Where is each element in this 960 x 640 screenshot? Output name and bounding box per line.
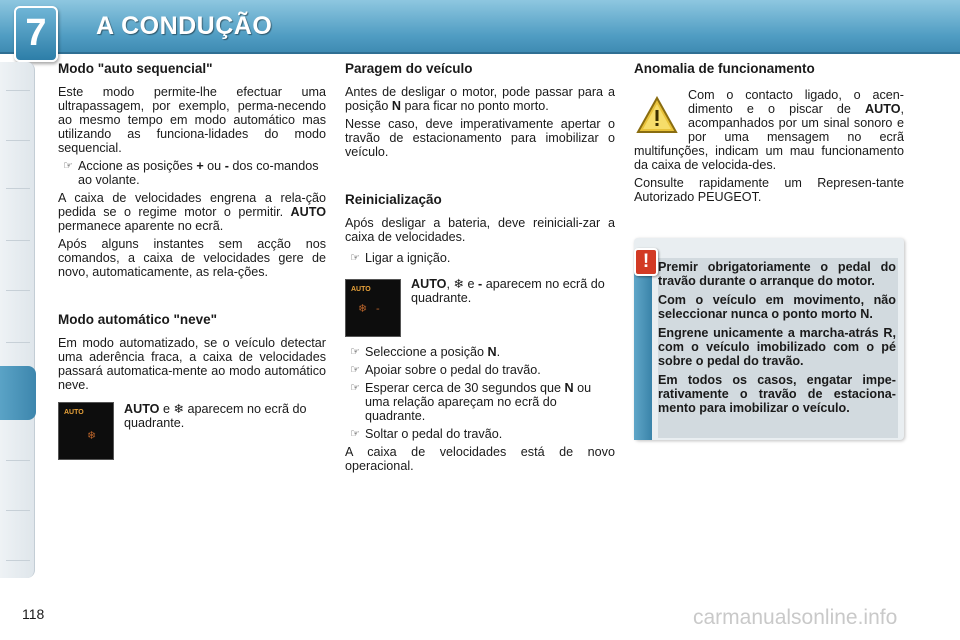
warning-notice-box xyxy=(634,238,904,440)
paragraph xyxy=(58,191,326,233)
neutral-label: N xyxy=(564,381,574,395)
display-icon-caption xyxy=(124,402,326,430)
section-heading-auto-sequential: Modo "auto sequencial" xyxy=(58,61,213,76)
side-tab-divider xyxy=(6,188,30,189)
text-span: Accione as posições xyxy=(78,159,193,173)
text-span: para ficar no ponto morto. xyxy=(404,99,549,113)
auto-label: AUTO xyxy=(124,402,160,416)
notice-text xyxy=(658,260,896,420)
text-span: . xyxy=(869,307,873,321)
text-span: , com o veículo imobilizado com o pé sobre o pedal do travão. xyxy=(658,326,897,368)
side-tab-divider xyxy=(6,560,30,561)
text-span: , acompanhados por um sinal sonoro e por uma mensagem no ecrã multifunções, indicam um mau funcionamento da caixa de velocida-des. xyxy=(634,102,904,172)
list-item-text xyxy=(365,345,615,359)
text-span: , xyxy=(446,277,450,291)
auto-label: AUTO xyxy=(865,102,901,116)
neutral-label: N xyxy=(487,345,497,359)
paragraph: Este modo permite-lhe efectuar uma ultrapassagem, por exemplo, perma-necendo ao mesmo tempo em modo automático mas utilizando as funciona-lidades do modo sequencial. xyxy=(58,85,326,155)
reverse-label: R xyxy=(883,326,893,340)
list-item xyxy=(345,345,615,359)
text-span: aparecem no ecrã do quadrante. xyxy=(411,277,605,305)
paragraph: Após desligar a bateria, deve reiniciali-zar a caixa de velocidades. xyxy=(345,216,615,244)
text-span: ou uma relação apareçam no ecrã do quadrante. xyxy=(365,381,592,423)
chapter-side-tabs xyxy=(0,62,35,578)
text-span: Seleccione a posição xyxy=(365,345,485,359)
text-span: Engrene unicamente a marcha-atrás xyxy=(658,326,879,340)
list-item-text xyxy=(78,159,326,187)
notice-paragraph xyxy=(658,293,896,321)
side-tab-divider xyxy=(6,460,30,461)
section-heading-vehicle-stop: Paragem do veículo xyxy=(345,61,473,76)
notice-paragraph: Em todos os casos, engatar impe-rativamente o travão de estaciona-mento para imobilizar o veículo. xyxy=(658,373,896,415)
section-heading-snow-mode: Modo automático "neve" xyxy=(58,312,218,327)
text-span: Com o veículo em movimento, não seleccionar nunca o ponto morto xyxy=(658,293,896,321)
notice-paragraph xyxy=(658,326,896,368)
list-item xyxy=(345,363,615,377)
side-tab-divider xyxy=(6,240,30,241)
list-item xyxy=(345,381,615,423)
side-tab-divider xyxy=(6,290,30,291)
minus-symbol: - xyxy=(224,159,229,173)
neutral-label: N xyxy=(391,99,402,113)
display-icon-row xyxy=(345,279,615,337)
text-span: A caixa de velocidades engrena a rela-ção pedida se o regime motor o permitir. xyxy=(58,191,326,219)
paragraph: A caixa de velocidades está de novo operacional. xyxy=(345,445,615,473)
minus-symbol: - xyxy=(478,277,483,291)
pointing-hand-icon: ☞ xyxy=(350,346,360,358)
snowflake-icon: ❄ xyxy=(87,430,97,442)
display-icon-row xyxy=(58,402,326,460)
auto-label: AUTO xyxy=(290,205,326,219)
section-heading-malfunction: Anomalia de funcionamento xyxy=(634,61,815,76)
section-heading-reset: Reinicialização xyxy=(345,192,442,207)
text-span: Antes de desligar o motor, pode passar para a posição xyxy=(345,85,615,113)
chapter-number-badge: 7 xyxy=(14,6,58,62)
side-tab-divider xyxy=(6,342,30,343)
text-span: e xyxy=(467,277,475,291)
neutral-label: N xyxy=(860,307,870,321)
pointing-hand-icon: ☞ xyxy=(63,160,73,172)
list-item-text: Apoiar sobre o pedal do travão. xyxy=(365,363,541,377)
notice-paragraph: Premir obrigatoriamente o pedal do travão durante o arranque do motor. xyxy=(658,260,896,288)
snowflake-icon: ❄ xyxy=(453,277,465,291)
snowflake-icon: ❄ xyxy=(358,303,368,315)
text-span: . xyxy=(496,345,501,359)
malfunction-block xyxy=(634,88,904,204)
side-tab-divider xyxy=(6,140,30,141)
text-span: Com o contacto ligado, o acen-dimento e o piscar de xyxy=(688,88,904,116)
exclamation-icon: ! xyxy=(634,248,658,276)
pointing-hand-icon: ☞ xyxy=(350,428,360,440)
page-title: A CONDUÇÃO xyxy=(96,12,273,40)
display-auto-label: AUTO xyxy=(64,409,84,416)
plus-symbol: + xyxy=(196,159,204,173)
list-item-text: Soltar o pedal do travão. xyxy=(365,427,503,441)
text-span: dos co-mandos ao volante. xyxy=(78,159,319,187)
paragraph xyxy=(345,85,615,113)
side-tab-active-chapter[interactable] xyxy=(0,366,36,420)
display-icon-caption xyxy=(411,277,615,305)
list-item xyxy=(345,427,615,441)
text-span: ou xyxy=(207,159,222,173)
watermark: carmanualsonline.info xyxy=(693,606,898,629)
auto-label: AUTO xyxy=(411,277,447,291)
paragraph: Em modo automatizado, se o veículo detectar uma aderência fraca, a caixa de velocidades passará automatica-mente ao modo automático neve. xyxy=(58,336,326,392)
side-tab-divider xyxy=(6,90,30,91)
pointing-hand-icon: ☞ xyxy=(350,364,360,376)
page-number: 118 xyxy=(22,606,45,622)
paragraph: Após alguns instantes sem acção nos comandos, a caixa de velocidades gere de novo, automaticamente, as rela-ções. xyxy=(58,237,326,279)
minus-icon: - xyxy=(376,303,380,315)
list-item xyxy=(345,251,615,265)
dashboard-display-image xyxy=(345,279,401,337)
text-span: permanece aparente no ecrã. xyxy=(58,219,224,233)
snowflake-icon: ❄ xyxy=(173,402,185,416)
display-auto-label: AUTO xyxy=(351,286,371,293)
pointing-hand-icon: ☞ xyxy=(350,382,360,394)
text-span: e xyxy=(162,402,170,416)
paragraph: Nesse caso, deve imperativamente apertar o travão de estacionamento para imobilizar o veículo. xyxy=(345,117,615,159)
column-right xyxy=(634,62,904,204)
text-span: aparecem no ecrã do quadrante. xyxy=(124,402,307,430)
dashboard-display-image xyxy=(58,402,114,460)
warning-triangle-icon xyxy=(636,96,678,134)
paragraph: Consulte rapidamente um Represen-tante Autorizado PEUGEOT. xyxy=(634,176,904,204)
pointing-hand-icon: ☞ xyxy=(350,252,360,264)
list-item-text: Ligar a ignição. xyxy=(365,251,451,265)
column-middle xyxy=(345,62,615,473)
column-left xyxy=(58,62,326,460)
list-item xyxy=(58,159,326,187)
list-item-text xyxy=(365,381,615,423)
text-span: Esperar cerca de 30 segundos que xyxy=(365,381,562,395)
side-tab-divider xyxy=(6,510,30,511)
notice-side-bar xyxy=(634,254,652,440)
